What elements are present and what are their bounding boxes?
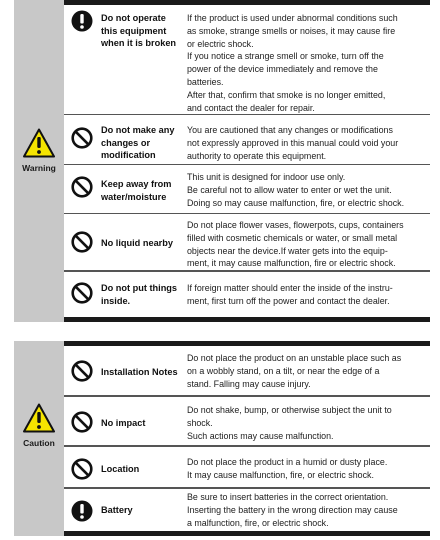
bottom-rule: [64, 317, 430, 322]
warning-row: [64, 271, 430, 317]
warning-triangle-icon: [23, 403, 55, 433]
row-title: Battery: [101, 505, 133, 515]
prohibition-icon: [71, 360, 93, 382]
exclamation-icon: [71, 500, 93, 522]
caution-row: [64, 346, 430, 396]
exclamation-icon: [71, 10, 93, 32]
warning-row: [64, 5, 430, 115]
row-title: Installation Notes: [101, 367, 178, 377]
warning-triangle-icon: [23, 128, 55, 158]
row-description: Do not place flower vases, flowerpots, cups, containers filled with cosmetic chemicals or water, or small metal objects near the device.If water gets into the equip- ment, it may cause malfunction, fire or electric shock.: [187, 220, 404, 269]
prohibition-icon: [71, 282, 93, 304]
bottom-rule: [64, 531, 430, 536]
warning-side-panel: [14, 0, 64, 322]
warning-row: [64, 213, 430, 271]
row-title: Do not put things inside.: [101, 283, 178, 306]
prohibition-icon: [71, 176, 93, 198]
row-title: Keep away from water/moisture: [101, 179, 172, 202]
caution-row: [64, 488, 430, 531]
row-title: Do not operate this equipment when it is broken: [101, 13, 177, 48]
row-description: Do not shake, bump, or otherwise subject the unit to shock. Such actions may cause malfunction.: [187, 405, 392, 441]
caution-label: Caution: [23, 438, 55, 448]
row-description: Do not place the product on an unstable place such as on a wobbly stand, on a tilt, or near the edge of a stand. Falling may cause injury.: [187, 353, 402, 389]
row-title: Location: [101, 464, 140, 474]
prohibition-icon: [71, 411, 93, 433]
row-title: No liquid nearby: [101, 238, 173, 248]
caution-row: [64, 446, 430, 488]
warning-label: Warning: [22, 163, 56, 173]
row-description: Be sure to insert batteries in the correct orientation. Inserting the battery in the wrong direction may cause a malfunction, fire, or electric shock.: [187, 492, 398, 528]
row-description: Do not place the product in a humid or dusty place. It may cause malfunction, fire, or electric shock.: [187, 457, 388, 480]
warning-row: [64, 115, 430, 165]
caution-section: [14, 341, 430, 536]
row-description: If the product is used under abnormal conditions such as smoke, strange smells or noises, it may cause fire or electric shock. If you notice a strange smell or smoke, turn off the power of the device immediately and remove the batteries. After that, confirm that smoke is no longer emitted, and contact the dealer for repair.: [187, 13, 398, 113]
warning-row: [64, 165, 430, 213]
prohibition-icon: [71, 127, 93, 149]
warning-section: [14, 0, 430, 322]
row-description: You are cautioned that any changes or modifications not expressly approved in this manual could void your authority to operate this equipment.: [187, 125, 399, 161]
prohibition-icon: [71, 458, 93, 480]
row-title: Do not make any changes or modification: [101, 125, 175, 160]
prohibition-icon: [71, 231, 93, 253]
caution-row: [64, 396, 430, 446]
row-title: No impact: [101, 418, 146, 428]
row-description: If foreign matter should enter the inside of the instru- ment, first turn off the power and contact the dealer.: [187, 283, 393, 306]
caution-side-panel: [14, 341, 64, 536]
row-description: This unit is designed for indoor use only. Be careful not to allow water to enter or wet the unit. Doing so may cause malfunction, fire, or electric shock.: [187, 172, 405, 208]
